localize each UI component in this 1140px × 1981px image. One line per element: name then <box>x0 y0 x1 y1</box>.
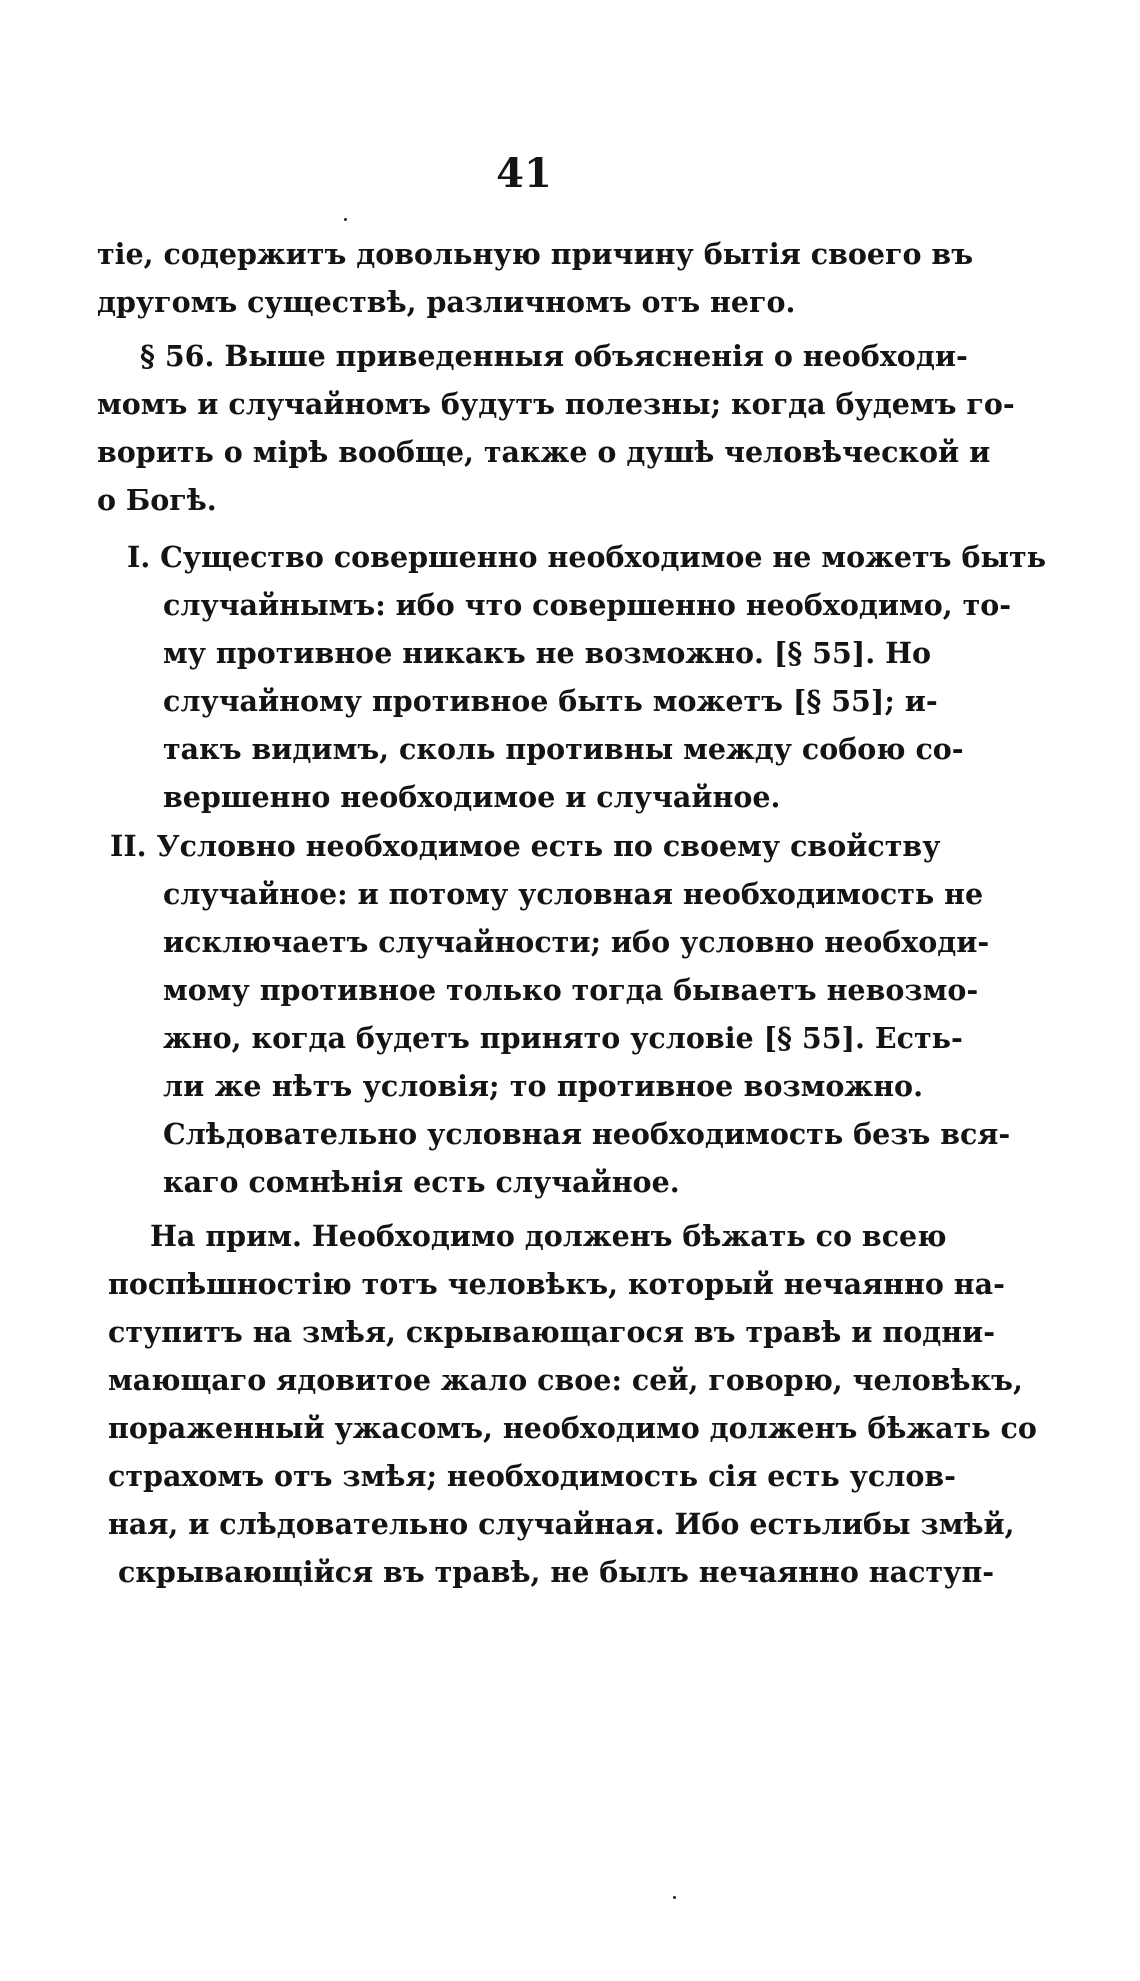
text-line: мому противное только тогда бываетъ невозмо- <box>163 973 979 1007</box>
text-line: II. Условно необходимое есть по своему свойству <box>110 829 941 863</box>
text-line: мающаго ядовитое жало свое: сей, говорю, человѣкъ, <box>108 1363 1023 1397</box>
text-line: такъ видимъ, сколь противны между собою со- <box>163 732 964 766</box>
text-line: каго сомнѣнія есть случайное. <box>163 1165 680 1199</box>
text-line: пораженный ужасомъ, необходимо долженъ бѣжать со <box>108 1411 1037 1445</box>
print-speck <box>673 1896 676 1899</box>
text-line: скрывающійся въ травѣ, не былъ нечаянно наступ- <box>118 1555 995 1589</box>
text-line: о Богѣ. <box>97 483 217 517</box>
text-line: другомъ существѣ, различномъ отъ него. <box>97 285 796 319</box>
text-line: На прим. Необходимо долженъ бѣжать со всею <box>150 1219 947 1253</box>
text-line: Слѣдовательно условная необходимость безъ вся- <box>163 1117 1011 1151</box>
text-line: случайнымъ: ибо что совершенно необходимо, то- <box>163 588 1012 622</box>
text-line: поспѣшностію тотъ человѣкъ, который нечаянно на- <box>108 1267 1005 1301</box>
text-line: жно, когда будетъ принято условіе [§ 55]. Есть- <box>163 1021 963 1055</box>
text-line: тіе, содержитъ довольную причину бытія своего въ <box>97 237 974 271</box>
text-line: ная, и слѣдовательно случайная. Ибо естьлибы змѣй, <box>108 1507 1015 1541</box>
text-line: ступитъ на змѣя, скрывающагося въ травѣ и подни- <box>108 1315 996 1349</box>
text-line: момъ и случайномъ будутъ полезны; когда будемъ го- <box>97 387 1015 421</box>
print-speck <box>344 218 347 221</box>
text-line: ли же нѣтъ условія; то противное возможно. <box>163 1069 923 1103</box>
page-number: 41 <box>496 150 552 197</box>
text-line: страхомъ отъ змѣя; необходимость сія есть услов- <box>108 1459 956 1493</box>
text-line: ворить о мірѣ вообще, также о душѣ человѣческой и <box>97 435 991 469</box>
text-line: I. Существо совершенно необходимое не можетъ быть <box>127 540 1047 574</box>
text-line: вершенно необходимое и случайное. <box>163 780 781 814</box>
text-line: случайному противное быть можетъ [§ 55]; и- <box>163 684 938 718</box>
text-line: случайное: и потому условная необходимость не <box>163 877 984 911</box>
text-line: исключаетъ случайности; ибо условно необходи- <box>163 925 990 959</box>
text-line: § 56. Выше приведенныя объясненія о необходи- <box>140 339 968 373</box>
text-line: му противное никакъ не возможно. [§ 55]. Но <box>163 636 932 670</box>
